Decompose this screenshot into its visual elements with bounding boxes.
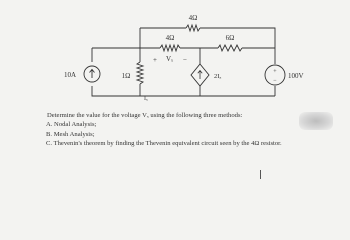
wire-bottom	[92, 86, 275, 96]
ix-label: Iₓ	[144, 96, 148, 102]
vx-minus: −	[183, 56, 187, 64]
resistor-middle-right-label: 6Ω	[225, 34, 235, 42]
current-arrow-icon	[90, 70, 95, 79]
current-source-label: 10A	[63, 71, 77, 79]
resistor-middle-left	[160, 45, 180, 51]
resistor-top	[186, 25, 200, 31]
resistor-top-label: 4Ω	[188, 14, 198, 22]
resistor-left-label: 1Ω	[121, 72, 131, 80]
dependent-arrow-icon	[198, 71, 202, 80]
circuit-diagram	[0, 0, 350, 110]
text-cursor-icon	[260, 170, 261, 179]
vs-minus: −	[273, 78, 277, 84]
resistor-middle-left-label: 4Ω	[165, 34, 175, 42]
problem-text	[46, 111, 346, 148]
vx-label: Vₓ	[166, 55, 174, 63]
method-nodal: A. Nodal Analysis;	[46, 121, 97, 129]
vs-plus: +	[273, 69, 277, 75]
resistor-middle-right	[218, 45, 242, 51]
problem-statement: Determine the value for the voltage Vₓ using the following three methods:	[47, 112, 243, 119]
resistor-left	[137, 62, 143, 84]
voltage-source-label: 100V	[288, 72, 304, 80]
method-mesh: B. Mesh Analysis;	[46, 130, 95, 138]
method-thevenin: C. Thevenin's theorem by finding the Thevenin equivalent circuit seen by the 4Ω resistor.	[46, 139, 282, 147]
dependent-source-label: 2Iₓ	[214, 73, 222, 80]
vx-plus: +	[153, 56, 157, 64]
